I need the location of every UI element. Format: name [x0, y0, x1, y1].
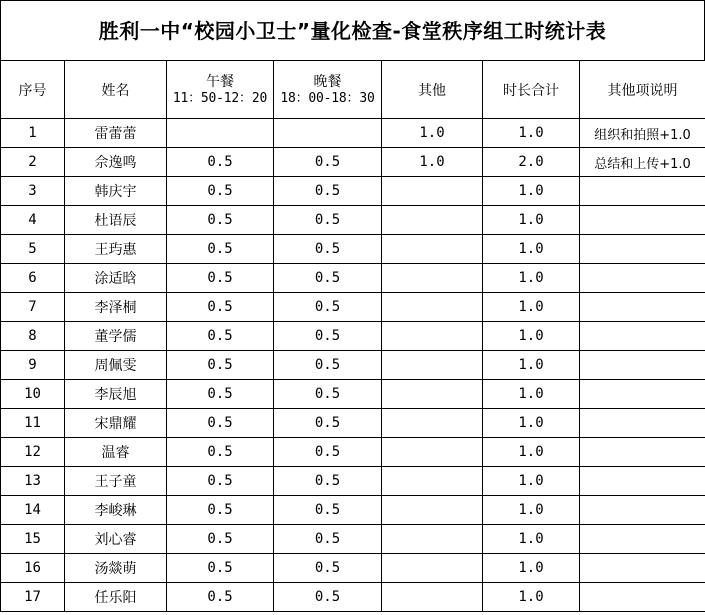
cell-name: 董学儒	[65, 322, 167, 351]
cell-index: 13	[1, 467, 65, 496]
cell-name: 韩庆宇	[65, 177, 167, 206]
cell-lunch: 0.5	[167, 235, 274, 264]
cell-total: 1.0	[483, 496, 580, 525]
cell-name: 雷蕾蕾	[65, 119, 167, 148]
cell-other	[382, 206, 483, 235]
cell-dinner: 0.5	[274, 177, 382, 206]
cell-index: 12	[1, 438, 65, 467]
cell-other	[382, 583, 483, 612]
cell-total: 1.0	[483, 177, 580, 206]
header-lunch-time: 11：50-12：20	[172, 90, 268, 106]
cell-index: 1	[1, 119, 65, 148]
cell-total: 1.0	[483, 438, 580, 467]
cell-note	[580, 583, 705, 612]
cell-name: 宋鼎耀	[65, 409, 167, 438]
table-row	[1, 438, 705, 467]
cell-dinner: 0.5	[274, 409, 382, 438]
cell-index: 11	[1, 409, 65, 438]
header-total: 时长合计	[483, 61, 580, 119]
cell-lunch: 0.5	[167, 409, 274, 438]
cell-note	[580, 235, 705, 264]
table-row	[1, 409, 705, 438]
cell-lunch: 0.5	[167, 177, 274, 206]
cell-total: 1.0	[483, 119, 580, 148]
header-note: 其他项说明	[580, 61, 705, 119]
cell-note	[580, 206, 705, 235]
cell-lunch: 0.5	[167, 496, 274, 525]
sheet-title: 胜利一中“校园小卫士”量化检查-食堂秩序组工时统计表	[0, 0, 705, 60]
cell-note	[580, 409, 705, 438]
cell-lunch: 0.5	[167, 467, 274, 496]
cell-note	[580, 177, 705, 206]
table-row	[1, 235, 705, 264]
cell-other	[382, 467, 483, 496]
cell-note	[580, 380, 705, 409]
cell-dinner: 0.5	[274, 380, 382, 409]
table-row	[1, 583, 705, 612]
cell-total: 1.0	[483, 554, 580, 583]
cell-dinner: 0.5	[274, 583, 382, 612]
table-row	[1, 380, 705, 409]
cell-index: 17	[1, 583, 65, 612]
header-other: 其他	[382, 61, 483, 119]
cell-other	[382, 293, 483, 322]
cell-dinner: 0.5	[274, 467, 382, 496]
cell-dinner: 0.5	[274, 148, 382, 177]
cell-total: 1.0	[483, 206, 580, 235]
cell-lunch: 0.5	[167, 525, 274, 554]
header-dinner-label: 晚餐	[313, 73, 342, 90]
cell-index: 16	[1, 554, 65, 583]
header-dinner	[274, 61, 382, 119]
cell-name: 佘逸鸣	[65, 148, 167, 177]
table-row	[1, 351, 705, 380]
cell-name: 王子童	[65, 467, 167, 496]
header-lunch-label: 午餐	[206, 73, 234, 90]
cell-note	[580, 467, 705, 496]
cell-note	[580, 525, 705, 554]
cell-other	[382, 525, 483, 554]
cell-note	[580, 496, 705, 525]
cell-note: 组织和拍照+1.0	[580, 119, 705, 148]
cell-other	[382, 235, 483, 264]
cell-lunch: 0.5	[167, 264, 274, 293]
cell-total: 1.0	[483, 409, 580, 438]
cell-dinner: 0.5	[274, 438, 382, 467]
cell-index: 6	[1, 264, 65, 293]
table-row	[1, 293, 705, 322]
cell-dinner: 0.5	[274, 293, 382, 322]
table-row	[1, 525, 705, 554]
cell-total: 1.0	[483, 525, 580, 554]
cell-lunch: 0.5	[167, 148, 274, 177]
cell-index: 14	[1, 496, 65, 525]
cell-other	[382, 438, 483, 467]
cell-index: 10	[1, 380, 65, 409]
table-row	[1, 177, 705, 206]
cell-lunch: 0.5	[167, 206, 274, 235]
cell-total: 2.0	[483, 148, 580, 177]
table-row	[1, 322, 705, 351]
cell-lunch: 0.5	[167, 554, 274, 583]
cell-other	[382, 496, 483, 525]
cell-index: 2	[1, 148, 65, 177]
cell-dinner: 0.5	[274, 351, 382, 380]
table-row	[1, 496, 705, 525]
cell-index: 4	[1, 206, 65, 235]
cell-note	[580, 264, 705, 293]
cell-total: 1.0	[483, 380, 580, 409]
worktime-table	[0, 60, 705, 612]
cell-index: 9	[1, 351, 65, 380]
cell-note: 总结和上传+1.0	[580, 148, 705, 177]
cell-dinner: 0.5	[274, 235, 382, 264]
table-body	[1, 119, 705, 612]
cell-total: 1.0	[483, 264, 580, 293]
cell-lunch: 0.5	[167, 438, 274, 467]
cell-note	[580, 322, 705, 351]
cell-name: 汤燚萌	[65, 554, 167, 583]
cell-note	[580, 438, 705, 467]
table-row	[1, 554, 705, 583]
cell-name: 任乐阳	[65, 583, 167, 612]
cell-lunch	[167, 119, 274, 148]
cell-other	[382, 177, 483, 206]
table-row	[1, 148, 705, 177]
table-row	[1, 206, 705, 235]
cell-other	[382, 264, 483, 293]
cell-dinner	[274, 119, 382, 148]
header-row	[1, 61, 705, 119]
cell-index: 15	[1, 525, 65, 554]
cell-other	[382, 554, 483, 583]
cell-name: 王玙惠	[65, 235, 167, 264]
cell-dinner: 0.5	[274, 525, 382, 554]
cell-total: 1.0	[483, 351, 580, 380]
cell-note	[580, 554, 705, 583]
cell-name: 杜语辰	[65, 206, 167, 235]
cell-index: 3	[1, 177, 65, 206]
cell-total: 1.0	[483, 583, 580, 612]
cell-dinner: 0.5	[274, 322, 382, 351]
cell-note	[580, 293, 705, 322]
cell-other: 1.0	[382, 148, 483, 177]
cell-lunch: 0.5	[167, 583, 274, 612]
cell-other	[382, 351, 483, 380]
cell-name: 周佩雯	[65, 351, 167, 380]
cell-dinner: 0.5	[274, 264, 382, 293]
cell-name: 涂适晗	[65, 264, 167, 293]
cell-dinner: 0.5	[274, 554, 382, 583]
cell-lunch: 0.5	[167, 322, 274, 351]
header-dinner-time: 18：00-18：30	[280, 90, 375, 106]
cell-name: 李辰旭	[65, 380, 167, 409]
cell-name: 刘心睿	[65, 525, 167, 554]
header-index: 序号	[1, 61, 65, 119]
cell-total: 1.0	[483, 235, 580, 264]
cell-lunch: 0.5	[167, 351, 274, 380]
cell-name: 李峻琳	[65, 496, 167, 525]
cell-total: 1.0	[483, 293, 580, 322]
table-row	[1, 119, 705, 148]
table-row	[1, 264, 705, 293]
cell-index: 7	[1, 293, 65, 322]
header-name: 姓名	[65, 61, 167, 119]
cell-total: 1.0	[483, 467, 580, 496]
cell-dinner: 0.5	[274, 496, 382, 525]
cell-name: 温睿	[65, 438, 167, 467]
table-row	[1, 467, 705, 496]
cell-note	[580, 351, 705, 380]
cell-lunch: 0.5	[167, 380, 274, 409]
cell-other	[382, 380, 483, 409]
cell-other	[382, 322, 483, 351]
cell-other	[382, 409, 483, 438]
cell-index: 5	[1, 235, 65, 264]
cell-dinner: 0.5	[274, 206, 382, 235]
header-lunch	[167, 61, 274, 119]
cell-total: 1.0	[483, 322, 580, 351]
cell-other: 1.0	[382, 119, 483, 148]
cell-name: 李泽桐	[65, 293, 167, 322]
cell-index: 8	[1, 322, 65, 351]
cell-lunch: 0.5	[167, 293, 274, 322]
